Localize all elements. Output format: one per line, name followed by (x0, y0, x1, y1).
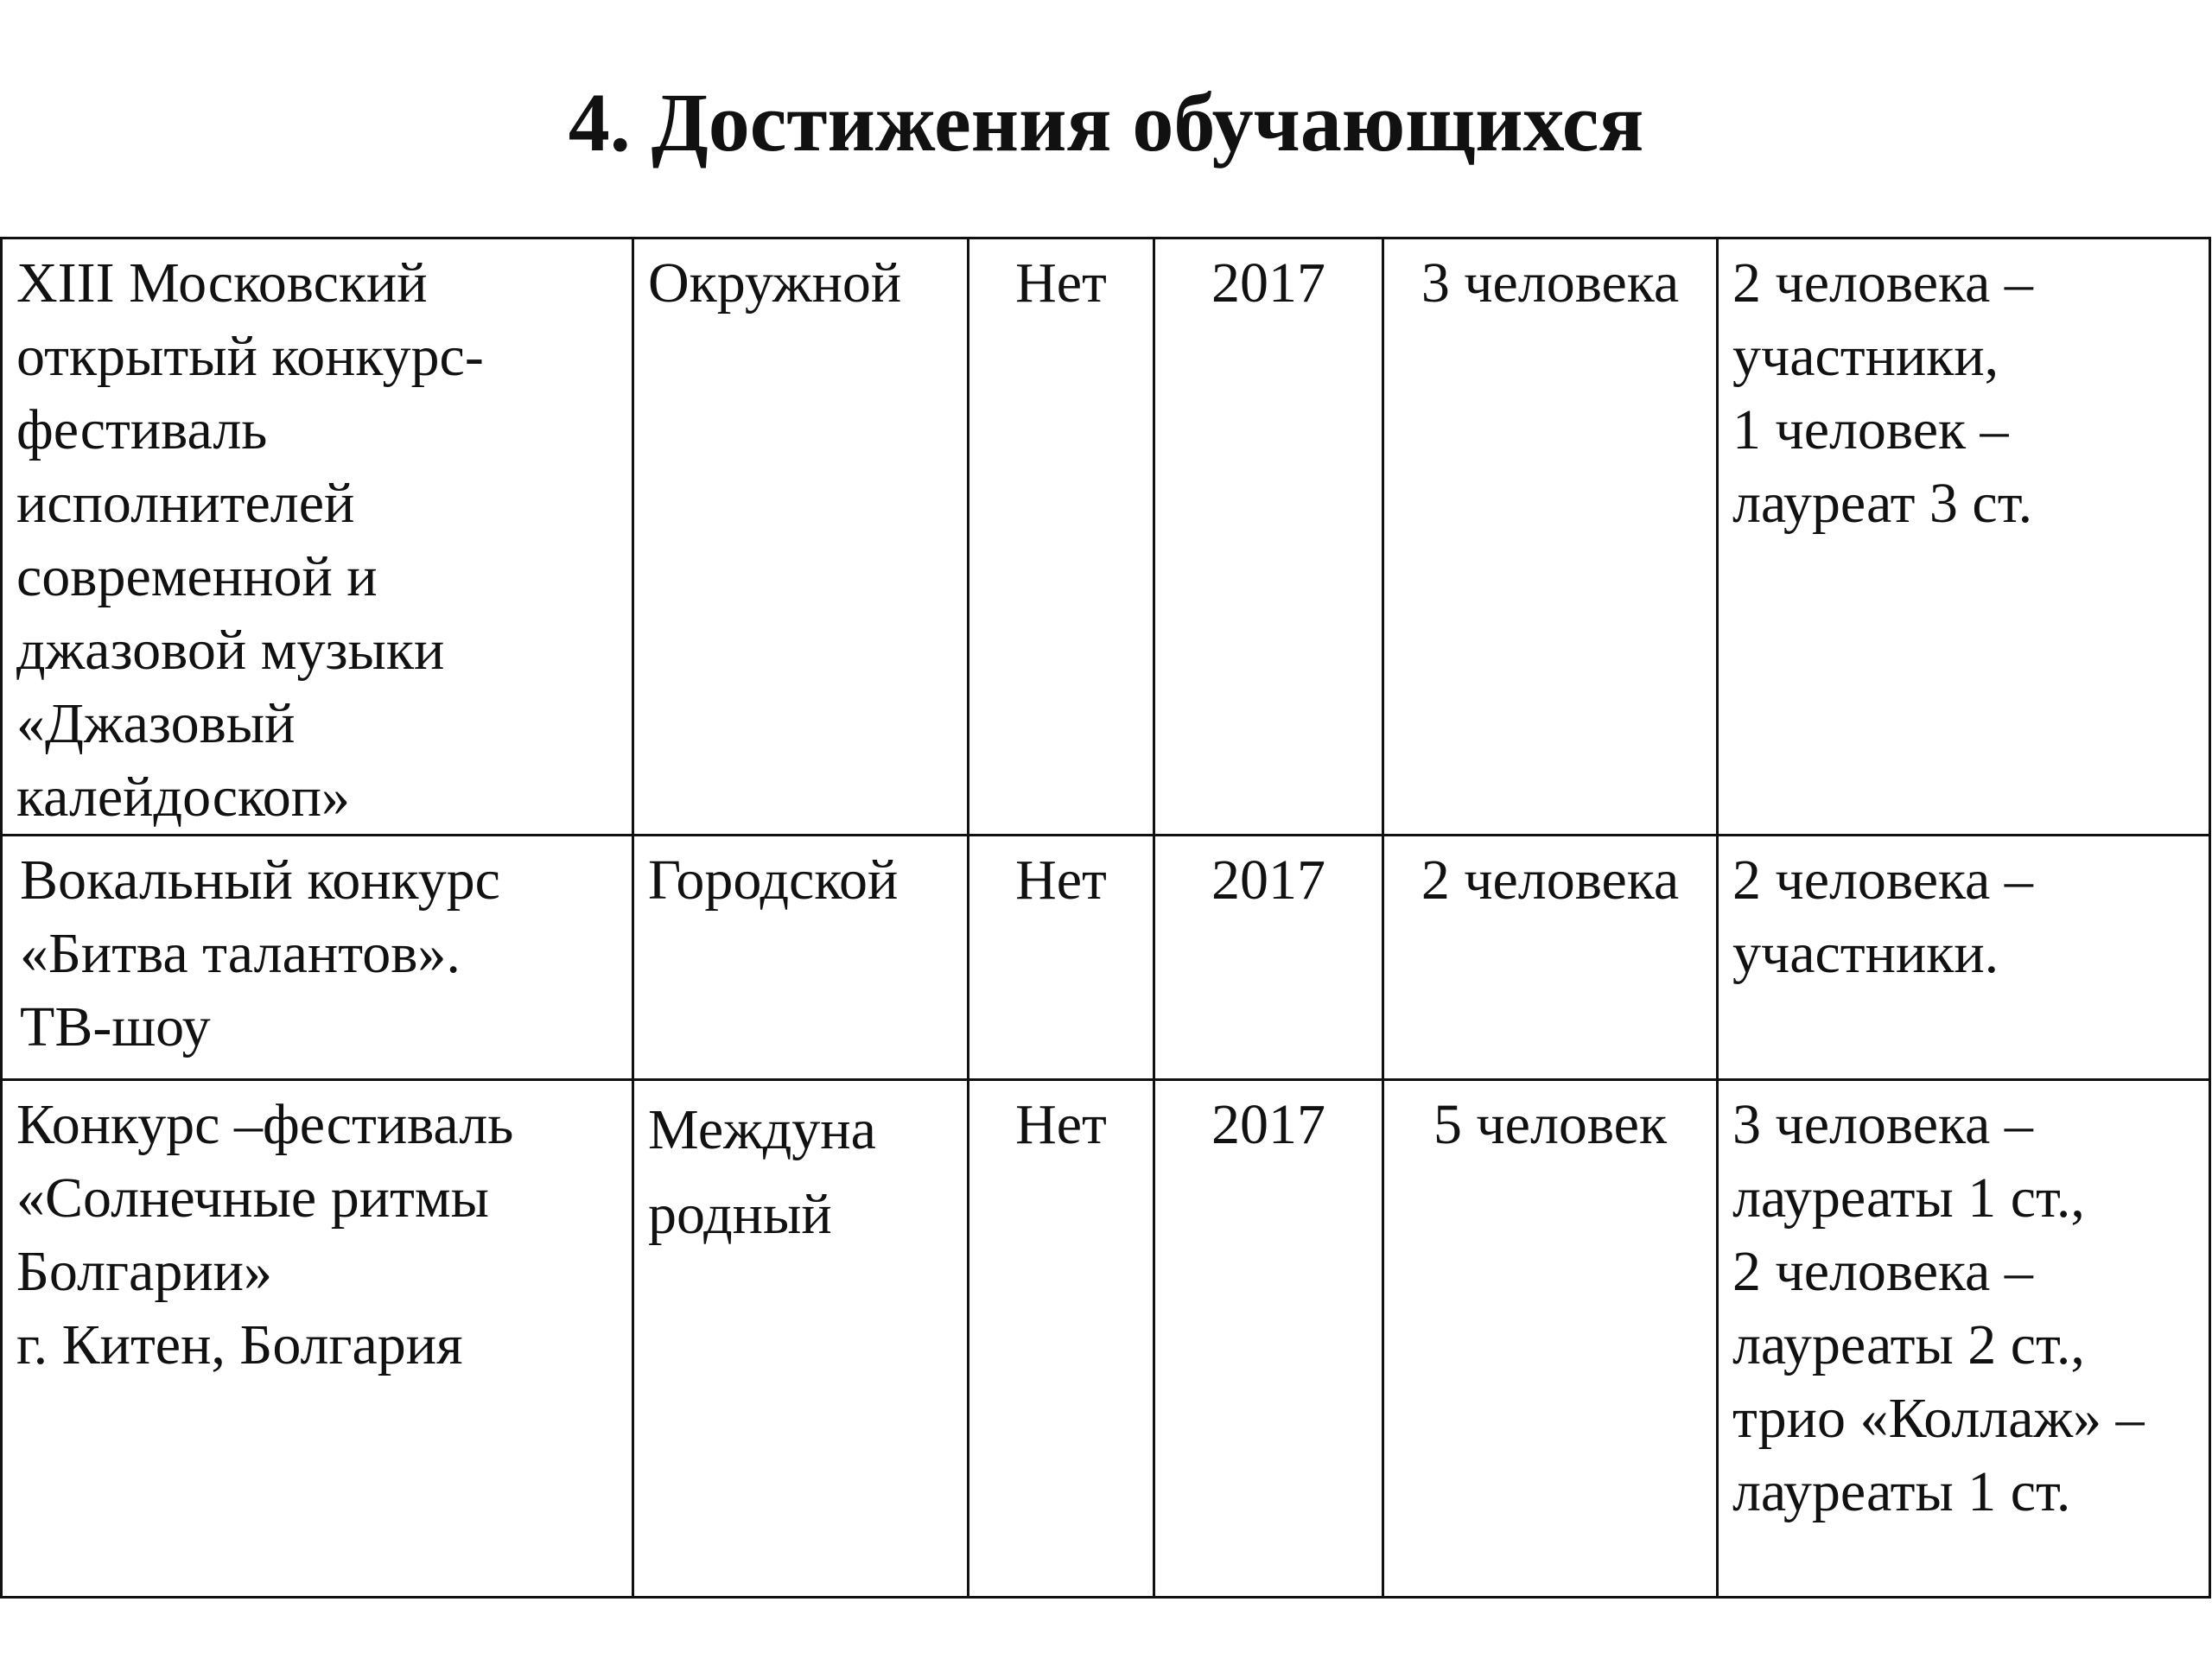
result-cell (1718, 1080, 2210, 1598)
competition-name-line: «Солнечные ритмы (16, 1166, 489, 1230)
level-line: Городской (648, 849, 899, 912)
table-row (2, 1080, 2210, 1598)
result-line: лауреаты 1 ст., (1732, 1166, 2085, 1230)
prize-cell: Нет (969, 1080, 1154, 1598)
competition-name-line: джазовой музыки (16, 619, 445, 682)
competition-name-line: г. Китен, Болгария (16, 1313, 463, 1376)
competition-name-cell (2, 238, 633, 836)
result-line: 2 человека – (1732, 251, 2033, 315)
result-line: лауреат 3 ст. (1732, 472, 2033, 535)
competition-name-line: современной и (16, 545, 378, 608)
competition-name-cell (2, 836, 633, 1080)
competition-name-line: Вокальный конкурс (20, 849, 500, 912)
result-cell (1718, 238, 2210, 836)
competition-name-line: Болгарии» (16, 1240, 272, 1303)
page-title: 4. Достижения обучающихся (568, 76, 1644, 168)
table-row (2, 238, 2210, 836)
competition-name-cell (2, 1080, 633, 1598)
competition-name-line: исполнителей (16, 472, 355, 535)
competition-name-line: «Джазовый (16, 692, 296, 755)
table-row (2, 836, 2210, 1080)
prize-cell: Нет (969, 238, 1154, 836)
participants-count-cell: 2 человека (1383, 836, 1718, 1080)
competition-name-line: фестиваль (16, 398, 268, 461)
level-line: родный (648, 1183, 832, 1246)
result-line: 3 человека – (1732, 1093, 2033, 1156)
competition-name-line: калейдоскоп» (16, 766, 351, 829)
year-cell: 2017 (1154, 1080, 1383, 1598)
achievements-table (0, 237, 2211, 1599)
participants-count-cell: 5 человек (1383, 1080, 1718, 1598)
level-cell (633, 238, 969, 836)
result-line: 2 человека – (1732, 1240, 2033, 1303)
level-cell (633, 1080, 969, 1598)
result-line: 1 человек – (1732, 398, 2009, 461)
year-cell: 2017 (1154, 238, 1383, 836)
year-cell: 2017 (1154, 836, 1383, 1080)
competition-name-line: «Битва талантов». (20, 922, 461, 985)
prize-cell: Нет (969, 836, 1154, 1080)
level-line: Окружной (648, 251, 902, 315)
result-line: лауреаты 1 ст. (1732, 1460, 2071, 1523)
result-line: трио «Коллаж» – (1732, 1387, 2145, 1450)
result-cell (1718, 836, 2210, 1080)
competition-name-line: открытый конкурс- (16, 325, 484, 388)
competition-name-line: Конкурс –фестиваль (16, 1093, 514, 1156)
result-line: участники. (1732, 922, 1999, 985)
participants-count-cell: 3 человека (1383, 238, 1718, 836)
level-line: Междуна (648, 1098, 876, 1161)
competition-name-line: XIII Московский (16, 251, 428, 315)
result-line: лауреаты 2 ст., (1732, 1313, 2085, 1376)
result-line: 2 человека – (1732, 849, 2033, 912)
result-line: участники, (1732, 325, 1999, 388)
level-cell (633, 836, 969, 1080)
competition-name-line: ТВ-шоу (20, 995, 211, 1058)
